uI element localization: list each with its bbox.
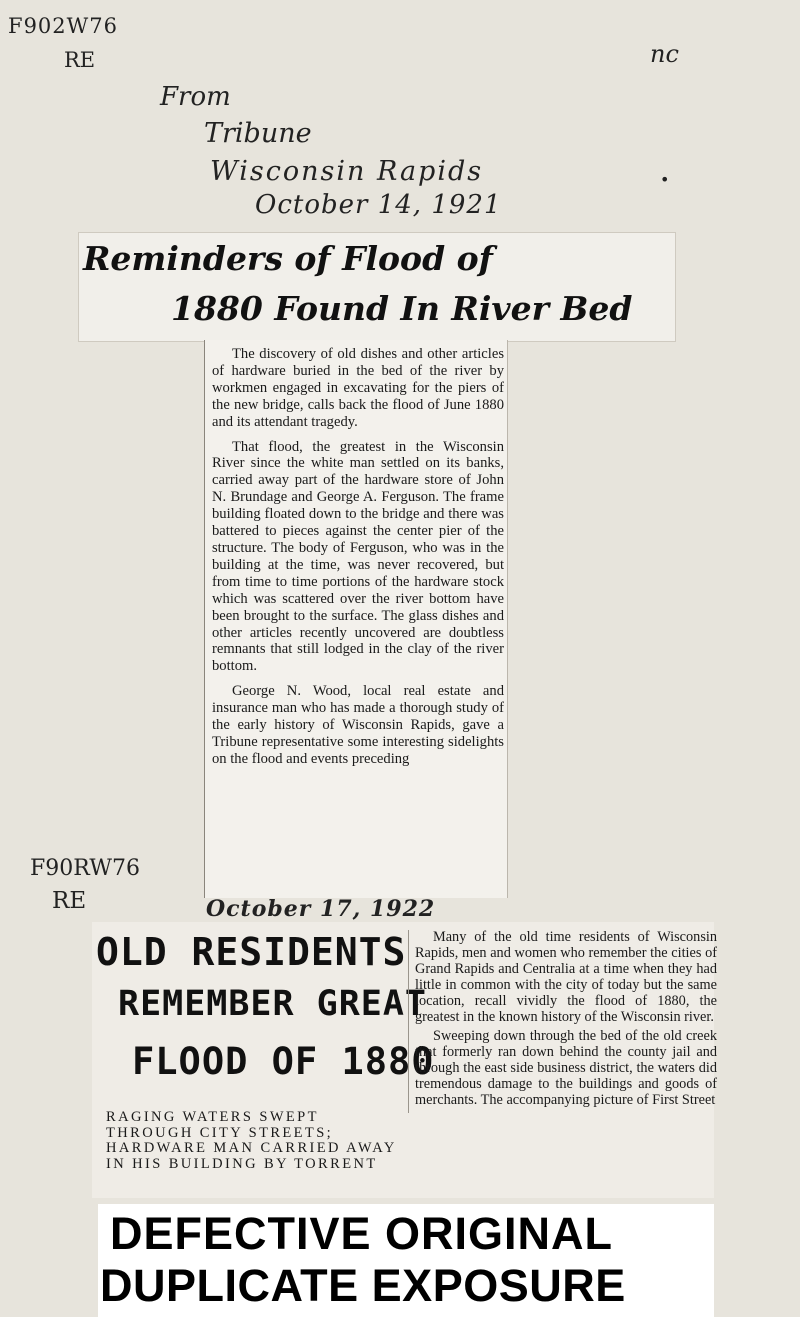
headline-2-line-3: FLOOD OF 1880 <box>132 1040 435 1083</box>
article-2-clipping <box>92 922 717 1198</box>
headline-1-panel <box>78 232 676 342</box>
headline-1-line-2: 1880 Found In River Bed <box>171 289 633 328</box>
note-date-2: October 17, 1922 <box>206 896 436 922</box>
note-date-1: October 14, 1921 <box>255 190 502 220</box>
top-right-mark: nc <box>650 40 679 68</box>
headline-2-line-1: OLD RESIDENTS <box>96 930 407 974</box>
article-1-paragraph-1: The discovery of old dishes and other articles of hardware buried in the bed of the river by workmen engaged in excavating for the piers of the new bridge, calls back the flood of June 1880 and its attendant tragedy. <box>212 346 504 430</box>
article-1-paragraph-2: That flood, the greatest in the Wisconsin River since the white man settled on its banks, carried away part of the hardware store of John N. Brundage and George A. Ferguson. The frame building floated down to the bridge and there was battered to pieces against the center pier of the structure. The body of Ferguson, who was in the building at the time, was never recovered, but from time to time portions of the hardware stock which was scattered over the river bottom have been brought to the surface. The glass dishes and other articles recently uncovered are doubtless remnants that still lodged in the clay of the river bottom. <box>212 438 504 675</box>
article-1-column <box>204 340 508 898</box>
headline-2-line-2: REMEMBER GREAT <box>118 984 428 1024</box>
stamp-line-1: DEFECTIVE ORIGINAL <box>110 1208 614 1259</box>
note-from: From <box>160 82 231 112</box>
call-number-side: F90RW76 <box>30 856 140 881</box>
article-1-paragraph-3: George N. Wood, local real estate and insurance man who has made a thorough study of the early history of Wisconsin Rapids, gave a Tribune representative some interesting sidelights on the flood and events preceding <box>212 683 504 767</box>
note-paper: Tribune <box>204 118 312 149</box>
defective-original-stamp <box>98 1204 714 1317</box>
article-2-column <box>408 930 717 1113</box>
stamp-line-2: DUPLICATE EXPOSURE <box>100 1260 626 1311</box>
call-number-top: F902W76 <box>8 14 118 38</box>
headline-1-line-1: Reminders of Flood of <box>83 239 493 278</box>
note-city: Wisconsin Rapids <box>210 156 484 187</box>
article-2-subhead: RAGING WATERS SWEPT THROUGH CITY STREETS; HARDWARE MAN CARRIED AWAY IN HIS BUILDING BY TORRENT <box>106 1109 397 1172</box>
dot-mark: • <box>660 170 670 189</box>
re-side: RE <box>52 888 87 914</box>
re-top: RE <box>64 48 96 72</box>
article-2-paragraph-1: Many of the old time residents of Wisconsin Rapids, men and women who remember the cities of Grand Rapids and Centralia at a time when they had little in common with the city of today but the same location, recall vividly the flood of 1880, the greatest in the known history of the Wisconsin river. <box>415 929 717 1025</box>
article-2-paragraph-2: Sweeping down through the bed of the old creek that formerly ran down behind the county jail and through the east side business district, the waters did tremendous damage to the buildings and goods of merchants. The accompanying picture of First Street <box>415 1028 717 1109</box>
